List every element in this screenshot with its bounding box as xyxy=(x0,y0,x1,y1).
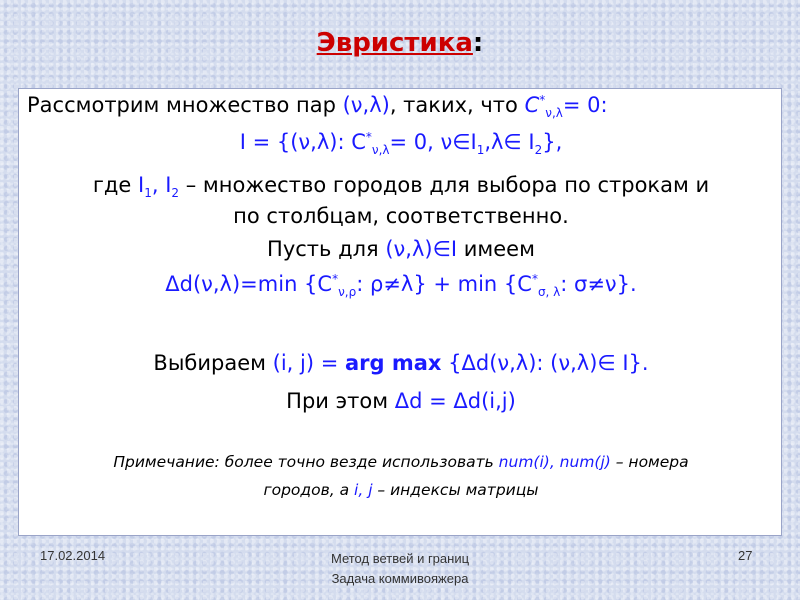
text-span: городов, а xyxy=(263,481,355,499)
text-span: Выбираем xyxy=(153,351,273,375)
body-line-7 xyxy=(19,351,783,375)
slide-title-colon: : xyxy=(472,28,484,58)
body-line-1 xyxy=(27,93,791,120)
text-span: – множество городов для выбора по строкам и xyxy=(179,173,710,197)
text-span: I = {(ν,λ): C xyxy=(239,130,366,154)
text-span: – индексы матрицы xyxy=(372,481,539,499)
text-span: по столбцам, соответственно. xyxy=(233,204,569,228)
pair-var: (ν,λ) xyxy=(342,93,390,117)
footer-title-line-1: Метод ветвей и границ xyxy=(330,551,470,566)
body-line-3 xyxy=(19,173,783,200)
set-symbol: I xyxy=(165,173,172,197)
note-line-1 xyxy=(19,453,783,471)
sub-index: σ, λ xyxy=(537,285,561,300)
sub-index: 2 xyxy=(171,186,180,201)
arg-max-keyword: arg max xyxy=(345,351,442,375)
body-line-6 xyxy=(19,272,783,299)
text-span: }, xyxy=(542,130,563,154)
text-span: Δd(ν,λ)=min {C xyxy=(165,272,333,296)
text-span: : σ≠ν}. xyxy=(560,272,637,296)
text-span: При этом xyxy=(286,389,395,413)
cost-symbol: C xyxy=(524,93,540,117)
text-span: Рассмотрим множество пар xyxy=(27,93,343,117)
footer-title xyxy=(0,549,800,589)
star-sup: * xyxy=(531,272,538,286)
text-span: имеем xyxy=(457,237,535,261)
text-span: Пусть для xyxy=(267,237,386,261)
sub-index: ν,λ xyxy=(371,143,390,158)
footer-title-line-2: Задача коммивояжера xyxy=(331,571,469,586)
num-functions: num(i), num(j) xyxy=(498,453,611,471)
body-line-8 xyxy=(19,389,783,413)
text-span: ,λ∈ I xyxy=(484,130,535,154)
sub-index: 1 xyxy=(144,186,152,201)
star-sup: * xyxy=(332,272,339,286)
index-vars: i, j xyxy=(354,481,373,499)
text-span: , таких, что xyxy=(389,93,525,117)
sub-index: 2 xyxy=(534,143,543,158)
text-span: {Δd(ν,λ): (ν,λ)∈ I}. xyxy=(441,351,649,375)
delta-formula: Δd = Δd(i,j) xyxy=(394,389,516,413)
sub-index: ν,ρ xyxy=(338,285,357,300)
text-span: = 0, ν∈I xyxy=(389,130,477,154)
body-line-5 xyxy=(19,237,783,261)
text-span: : ρ≠λ} + min {C xyxy=(356,272,532,296)
footer-date: 17.02.2014 xyxy=(40,548,106,563)
sub-index: 1 xyxy=(476,143,485,158)
text-span: (i, j) = xyxy=(272,351,345,375)
note-line-2 xyxy=(19,481,783,499)
text-span: = 0: xyxy=(562,93,608,117)
text-span: Примечание: более точно везде использовать xyxy=(113,453,499,471)
slide-title-text: Эвристика xyxy=(316,28,473,58)
body-line-4 xyxy=(19,204,783,228)
body-line-2 xyxy=(19,130,783,157)
star-sup: * xyxy=(539,93,546,107)
pair-var: (ν,λ)∈I xyxy=(385,237,458,261)
star-sup: * xyxy=(365,130,372,144)
content-panel xyxy=(18,88,782,536)
set-symbol: I xyxy=(138,173,145,197)
text-span: – номера xyxy=(610,453,689,471)
text-span: , xyxy=(151,173,166,197)
slide-title xyxy=(0,28,800,58)
text-span: где xyxy=(92,173,139,197)
sub-index: ν,λ xyxy=(545,106,563,121)
page-number: 27 xyxy=(738,548,753,563)
